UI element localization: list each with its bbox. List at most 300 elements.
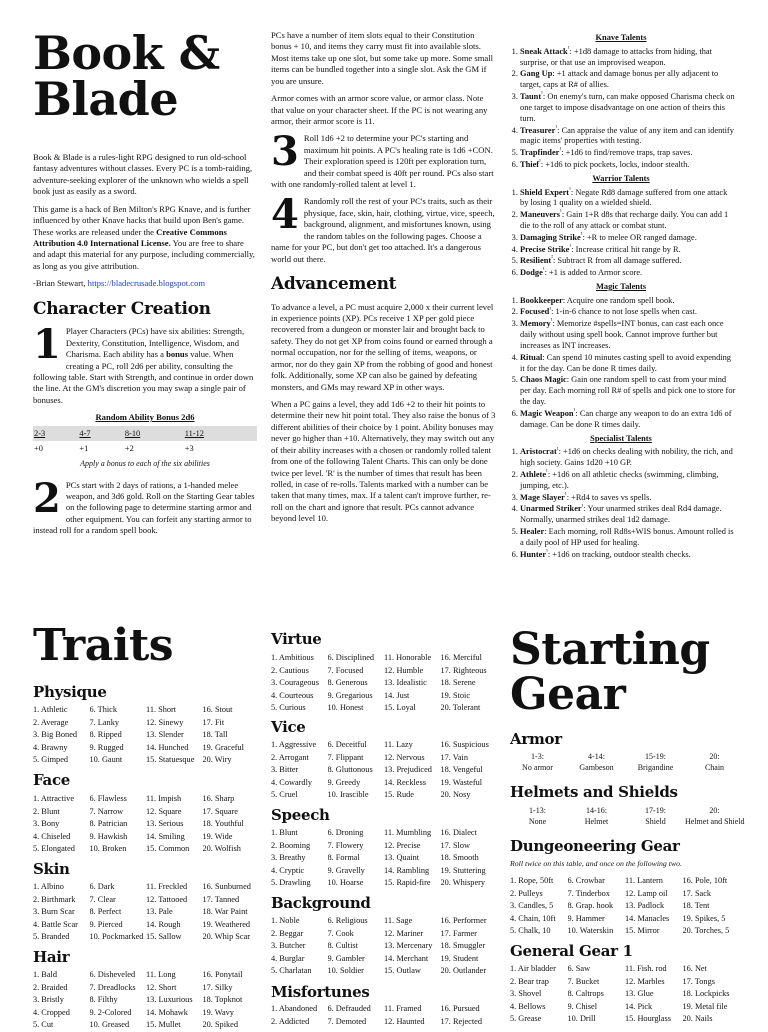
table-cell: 19. Wasteful: [440, 777, 483, 787]
table-cell: 3. Courageous: [271, 678, 319, 687]
talent-max-count: ¹: [546, 469, 548, 476]
talent-description: : +1d6 on all athletic checks (swimming, climbing, jumping, etc.).: [520, 470, 719, 490]
talent-name: Unarmed Striker: [520, 504, 582, 514]
roll-range: 20:: [709, 806, 720, 815]
table-cell: 20. Whip Scar: [202, 932, 251, 941]
table-cell: 2. Beggar: [271, 928, 304, 938]
table-cell: 16. Sunburned: [202, 882, 251, 891]
table-cell: 19. Spikes, 5: [682, 913, 726, 923]
table-cell: 6. Disheveled: [89, 970, 136, 979]
face-table: [33, 793, 259, 856]
step-2: [33, 474, 257, 537]
roll-range: 20:: [709, 752, 720, 761]
table-cell: 7. Tinderbox: [567, 888, 610, 898]
table-cell: 20. Nosy: [440, 790, 471, 799]
table-row: [271, 852, 497, 865]
table-cell: 8. Caltrops: [567, 989, 604, 998]
roll-result: No armor: [522, 763, 553, 772]
talent-group-title: Magic Talents: [595, 281, 647, 291]
armor-paragraph: Armor comes with an armor score value, or armor class. Note that value on your character sheet. If the PC is not wearing any armor, their armor score is 11.: [271, 93, 488, 126]
table-cell: 19. Wide: [202, 831, 233, 841]
roll-result: Chain: [704, 763, 725, 772]
table-cell: 18. Smuggler: [440, 941, 486, 950]
license-text: This game is a hack of Ben Milton's RPG Knave, and is further influenced by other Knave hacks that build upon Ben's game. These works are released under the: [33, 203, 251, 237]
table-cell: 16. Net: [682, 964, 707, 973]
table-cell: 12. Marbles: [625, 976, 665, 986]
table-cell: 9. Hammer: [567, 913, 605, 923]
talent-description: : Gain one random spell to cast from your mind per day. Each morning roll R# of spells and pick one to store for the day.: [520, 375, 736, 407]
table-cell: 5. Charlatan: [271, 966, 312, 975]
table-cell: 13. Glue: [625, 989, 654, 998]
table-row: [510, 925, 740, 938]
table-cell: 11. Mumbling: [384, 828, 432, 837]
roll-range: 17-19:: [645, 806, 666, 815]
table-cell: 8. Grap. hook: [567, 901, 614, 910]
table-cell: 17. Square: [202, 806, 238, 816]
table-cell: 15. Rapid-fire: [384, 878, 431, 887]
helmets-shields-table: [508, 806, 744, 828]
table-cell: 17. Fit: [202, 717, 225, 727]
table-cell: 6. Dark: [89, 882, 115, 891]
table-row: [33, 894, 259, 907]
table-cell: 14. Pick: [625, 1001, 653, 1011]
talent-max-count: ¹: [550, 318, 553, 325]
table-cell: 12. Nervous: [384, 752, 425, 762]
dungeoneering-note: Roll twice on this table, and once on the following two.: [510, 859, 682, 868]
talent-name: Thief: [520, 159, 540, 169]
table-cell: 7. Dreadlocks: [89, 982, 136, 992]
table-cell: 5. Gimped: [33, 755, 69, 764]
table-cell: 19. Stuttering: [440, 865, 486, 875]
table-cell: 2. Addicted: [271, 1016, 310, 1026]
table-cell: 4. Cropped: [33, 1007, 70, 1017]
column-2: [271, 30, 497, 531]
talent-item: [520, 295, 736, 307]
table-cell: 13. Mercenary: [384, 941, 433, 950]
table-cell: 14. Merchant: [384, 953, 429, 963]
talent-max-count: ¹: [539, 159, 541, 166]
table-cell: 1. Air bladder: [510, 964, 556, 973]
talent-item: [520, 408, 736, 431]
table-cell: 6. Droning: [327, 828, 364, 837]
table-cell: 4. Cowardly: [271, 777, 313, 787]
table-row: [33, 754, 259, 767]
license-name: Creative Commons Attribution 4.0 International License.: [33, 226, 227, 248]
table-cell: 7. Flowery: [327, 840, 364, 850]
skin-table: [33, 881, 259, 944]
step-1-text: Player Characters (PCs) have six abilities: Strength, Dexterity, Constitution, Intelligence, Wisdom, and Charisma. Each ability has a: [65, 326, 245, 360]
table-cell: 9. Greedy: [327, 777, 361, 787]
table-cell: 10. Broken: [89, 844, 127, 853]
bonus-table-title: Random Ability Bonus 2d6: [95, 412, 195, 423]
table-cell: 8. Formal: [327, 853, 360, 862]
table-cell: 16. Pole, 10ft: [682, 876, 728, 885]
table-cell: 13. Serious: [146, 819, 184, 828]
table-cell: 11. Lazy: [384, 740, 413, 749]
table-cell: 14. Mohawk: [146, 1007, 188, 1017]
table-cell: 13. Slender: [146, 730, 184, 739]
table-row: [510, 1001, 740, 1014]
talent-max-count: ¹: [556, 446, 559, 453]
table-cell: 18. Vengeful: [440, 765, 483, 774]
table-cell: 3. Candles, 5: [510, 901, 554, 910]
armor-heading: Armor: [510, 730, 562, 748]
talent-name: Focused: [520, 307, 550, 317]
talent-description: : +1d6 to pick pockets, locks, indoor stealth.: [540, 159, 690, 169]
table-cell: 5. Drawling: [271, 878, 311, 887]
table-cell: 3. Bristly: [33, 995, 64, 1004]
table-cell: 12. Short: [146, 982, 177, 992]
talent-description: : Memorize #spells=INT bonus, can cast each once daily without using spell book. Cannot improve further but increases as INT increases.: [520, 319, 724, 350]
table-cell: 8. Patrician: [89, 819, 128, 828]
table-cell: 6. Defrauded: [327, 1004, 371, 1013]
table-row: [33, 793, 259, 806]
table-cell: 1. Abandoned: [271, 1004, 318, 1013]
talent-item: [520, 447, 736, 470]
table-cell: 10. Soldier: [327, 966, 364, 975]
physique-table: [33, 704, 259, 767]
table-cell: 13. Padlock: [625, 901, 665, 910]
table-row: [510, 875, 740, 888]
roll-range: 1-13:: [529, 806, 546, 815]
table-cell: 14. Rambling: [384, 865, 430, 875]
talent-description: : +R to melee OR ranged damage.: [582, 232, 697, 242]
talent-item: [520, 244, 736, 256]
vice-table: [271, 739, 497, 802]
table-cell: 20. Nails: [682, 1014, 713, 1023]
table-cell: 17. Tanned: [202, 894, 240, 904]
author-name: -Brian Stewart,: [33, 278, 88, 289]
table-cell: 9. Pierced: [89, 919, 123, 929]
table-row: [33, 806, 259, 819]
table-cell: 15. Statuesque: [146, 755, 195, 764]
char-creation-heading: Character Creation: [33, 298, 211, 319]
table-cell: 6. Religious: [327, 916, 368, 925]
table-row: [271, 865, 497, 878]
table-cell: 2. Blunt: [33, 806, 60, 816]
talent-group-title: Warrior Talents: [592, 173, 650, 183]
talent-description: : Gain 1+R d8s that recharge daily. You can add 1 die to the roll of any attack or combat stunt.: [520, 210, 729, 231]
table-cell: 16. Merciful: [440, 653, 482, 662]
table-row: [33, 1019, 259, 1032]
table-cell: 20. Wiry: [202, 755, 232, 764]
table-cell: 3. Bitter: [271, 765, 299, 774]
advancement-xp-paragraph: To advance a level, a PC must acquire 2,000 x their current level in experience points (XP). PCs receive 1 XP per gold piece recovered from a dungeon or monster lair and brought back to safety. They do not get XP from coins found or earned through a normal occupation, nor for the selling of items, weapons, or armor, nor do they gain XP from the robbing of good and honest folk. Additionally, some XP can also be gained by defeating monsters, and GMs may reward XP in other ways.: [271, 301, 494, 392]
traits-heading: Traits: [33, 620, 174, 671]
talent-name: Precise Strike: [520, 244, 570, 254]
hair-heading: Hair: [33, 948, 70, 966]
table-cell: 16. Pursued: [440, 1004, 480, 1013]
table-cell: 5. Chalk, 10: [510, 926, 551, 935]
table-cell: 13. Quaint: [384, 853, 420, 862]
talent-item: [520, 307, 736, 319]
table-cell: 18. Serene: [440, 678, 476, 687]
table-cell: 2. Bear trap: [510, 976, 549, 986]
talent-description: : Negate Rd8 damage suffered from one attack by losing 1 quality on a wielded shield.: [520, 187, 728, 208]
table-cell: 4. Cryptic: [271, 865, 305, 875]
table-cell: 9. Gregarious: [327, 690, 373, 700]
talent-description: : +1 attack and damage bonus per ally adjacent to target, caps at R# of allies.: [520, 69, 719, 90]
talent-name: Resilient: [520, 256, 552, 266]
bonus-range: 8-10: [124, 426, 184, 441]
table-cell: 7. Cook: [327, 928, 354, 938]
table-cell: 10. Hoarse: [327, 878, 364, 887]
talent-group-title: Knave Talents: [595, 33, 647, 42]
table-cell: 11. Lantern: [625, 876, 663, 885]
table-cell: 4. Burglar: [271, 953, 305, 963]
talent-item: [520, 69, 736, 92]
table-cell: 15. Mirror: [625, 926, 660, 935]
talent-description: : +1d6 on tracking, outdoor stealth checks.: [547, 549, 691, 559]
table-cell: 4. Bellows: [510, 1001, 546, 1011]
table-row: [271, 915, 497, 928]
talent-item: [520, 209, 736, 232]
table-row: [271, 764, 497, 777]
step-1-text-end: value. When creating a PC, roll 2d6 per ability, consulting the following table. Start with Strength, and continue in order down the line. At the GM's discretion you may swap a single pair of bonuses.: [33, 349, 254, 405]
blog-link[interactable]: https://bladecrusade.blogspot.com: [87, 278, 206, 289]
table-cell: 10. Irascible: [327, 790, 369, 799]
table-row: [33, 931, 259, 944]
talent-item: [520, 549, 736, 561]
table-cell: 2. Average: [33, 717, 69, 727]
talent-description: : +1 is added to Armor score.: [544, 268, 643, 277]
dungeoneering-heading: Dungeoneering Gear: [510, 837, 680, 855]
table-cell: 18. War Paint: [202, 907, 248, 916]
talent-description: : Subtract R from all damage suffered.: [552, 256, 682, 266]
table-cell: 20. Whispery: [440, 878, 486, 887]
table-row: [271, 739, 497, 752]
talent-group-title: Specialist Talents: [590, 433, 652, 443]
table-cell: 12. Precise: [384, 840, 421, 850]
talent-name: Magic Weapon: [520, 408, 574, 418]
table-cell: 6. Disciplined: [327, 653, 375, 662]
step-3-numeral: 3: [271, 128, 299, 176]
table-cell: 19. Student: [440, 953, 479, 963]
table-cell: 8. Perfect: [89, 907, 122, 916]
talent-max-count: ²: [551, 255, 553, 262]
intro-paragraph: Book & Blade is a rules-light RPG designed to run old-school fantasy adventures without classes. Every PC is a tomb-raiding, adventure-seeking explorer of the unknown who wields a spell book just as easily as a sword.: [33, 152, 253, 197]
table-cell: 14. Manacles: [625, 913, 670, 923]
table-cell: 10. Gaunt: [89, 755, 123, 764]
table-cell: 1. Blunt: [271, 828, 298, 837]
table-row: [271, 940, 497, 953]
table-row: [33, 831, 259, 844]
talent-max-count: ¹: [581, 503, 584, 510]
table-cell: 11. Framed: [384, 1004, 422, 1013]
table-row: [33, 994, 259, 1007]
bonus-range: 2-3: [33, 426, 78, 441]
table-cell: 7. Flippant: [327, 752, 364, 762]
table-row: [271, 928, 497, 941]
dungeoneering-table: [510, 875, 740, 938]
table-cell: 4. Courteous: [271, 690, 314, 700]
table-cell: 3. Burn Scar: [33, 907, 75, 916]
talent-list: [506, 295, 736, 431]
table-cell: 6. Crowbar: [567, 876, 605, 885]
bonus-value: +0: [34, 443, 43, 453]
table-cell: 17. Rejected: [440, 1016, 482, 1026]
bonus-range: 11-12: [184, 426, 257, 441]
table-cell: 6. Saw: [567, 964, 591, 973]
table-row: [271, 840, 497, 853]
bonus-term: bonus: [166, 349, 189, 360]
table-cell: 11. Sage: [384, 916, 413, 925]
talent-description: : +1d8 damage to attacks from hiding, that surprise, or that use an improvised weapon.: [520, 46, 712, 67]
table-cell: 8. Cultist: [327, 941, 358, 950]
talent-max-count: ¹: [573, 408, 576, 415]
table-cell: 17. Tongs: [682, 976, 715, 986]
talent-item: [520, 255, 736, 267]
table-cell: 19. Stoic: [440, 690, 471, 700]
talent-max-count: ¹: [541, 91, 543, 98]
bonus-value: +3: [184, 443, 194, 453]
table-cell: 17. Vain: [440, 752, 469, 762]
talent-description: : Can spend 10 minutes casting spell to avoid expending it for the day. Can be done R times daily.: [520, 352, 731, 373]
virtue-table: [271, 652, 497, 715]
table-cell: 12. Haunted: [384, 1016, 425, 1026]
table-row: [271, 665, 497, 678]
table-cell: 5. Branded: [33, 932, 70, 941]
hair-table: [33, 969, 259, 1032]
table-cell: 2. Cautious: [271, 665, 309, 675]
talent-item: [520, 526, 736, 549]
speech-heading: Speech: [271, 806, 330, 824]
table-row: [33, 1007, 259, 1020]
table-cell: 14. Hunched: [146, 742, 189, 752]
roll-result: Helmet: [584, 817, 609, 826]
talent-item: [520, 91, 736, 125]
talent-name: Athlete: [520, 470, 547, 480]
table-row: [510, 976, 740, 989]
table-cell: 12. Tattooed: [146, 894, 188, 904]
table-cell: 7. Focused: [327, 665, 364, 675]
table-cell: 1. Ambitious: [271, 653, 314, 662]
table-cell: 16. Suspicious: [440, 740, 489, 749]
talent-description: : Can appraise the value of any item and can identify magic items' properties with testing.: [520, 125, 734, 146]
talent-max-count: ¹: [542, 267, 545, 274]
table-cell: 2. Pulleys: [510, 888, 543, 898]
talent-description: : Your unarmed strikes deal Rd4 damage. Normally, unarmed strikes deal 1d2 damage.: [520, 504, 722, 525]
roll-result: Gambeson: [579, 763, 614, 772]
helmets-shields-heading: Helmets and Shields: [510, 783, 678, 801]
table-cell: 15. Outlaw: [384, 966, 421, 975]
talent-item: [520, 46, 736, 69]
roll-range: 15-19:: [645, 752, 666, 761]
table-cell: 10. Honest: [327, 703, 364, 712]
table-cell: 10. Pockmarked: [89, 932, 144, 941]
talent-description: : Each morning, roll Rd8s+WIS bonus. Amount rolled is a daily pool of HP used for healing.: [520, 527, 734, 547]
table-cell: 18. Lockpicks: [682, 989, 730, 998]
table-row: [510, 888, 740, 901]
table-cell: 9. Chisel: [567, 1001, 598, 1011]
table-row: [33, 919, 259, 932]
bonus-table-caption: Apply a bonus to each of the six abilities: [80, 458, 210, 468]
talent-item: [520, 492, 736, 504]
table-cell: 9. Gambler: [327, 953, 365, 963]
armor-table: [508, 752, 744, 774]
table-cell: 2. Arrogant: [271, 752, 309, 762]
talent-max-count: ¹: [564, 491, 567, 498]
table-cell: 16. Dialect: [440, 828, 477, 837]
talent-list: [506, 46, 736, 171]
table-cell: 19. Wavy: [202, 1007, 234, 1017]
talent-item: [520, 469, 736, 492]
step-3-text: Roll 1d6 +2 to determine your PC's starting and maximum hit points. A PC's healing rate is 1d6 +CON. Their exploration speed is 120ft per exploration turn, and their combat speed is 40ft per round. PCs also start with one randomly-rolled talent at level 1.: [271, 133, 494, 190]
talent-max-count: ¹: [569, 186, 571, 193]
step-2-numeral: 2: [33, 474, 61, 522]
page-title: Book & Blade: [33, 26, 220, 126]
table-row: [33, 729, 259, 742]
table-row: [33, 704, 259, 717]
table-cell: 20. Wolfish: [202, 844, 241, 853]
table-cell: 6. Deceitful: [327, 740, 367, 749]
virtue-heading: Virtue: [271, 630, 322, 648]
table-cell: 4. Chiseled: [33, 831, 71, 841]
table-cell: 5. Elongated: [33, 844, 75, 853]
table-cell: 17. Sack: [682, 888, 712, 898]
talent-name: Dodge: [520, 268, 543, 277]
table-row: [510, 963, 740, 976]
table-cell: 1. Aggressive: [271, 740, 317, 749]
table-cell: 14. Rough: [146, 919, 181, 929]
misfortunes-heading: Misfortunes: [271, 983, 370, 1001]
table-row: [33, 818, 259, 831]
bonus-range: 4-7: [78, 426, 123, 441]
talent-item: [520, 374, 736, 408]
roll-range: 4-14:: [588, 752, 605, 761]
table-cell: 6. Thick: [89, 705, 117, 714]
table-cell: 5. Cut: [33, 1020, 54, 1029]
table-cell: 7. Demoted: [327, 1016, 367, 1026]
table-cell: 11. Short: [146, 705, 177, 714]
table-cell: 18. Tent: [682, 901, 710, 910]
talent-description: : 1-in-6 chance to not lose spells when cast.: [551, 307, 697, 317]
table-cell: 2. Braided: [33, 982, 68, 992]
talent-description: : +1d6 on checks dealing with nobility, the rich, and high society. Gains 1d20 +10 GP.: [520, 447, 733, 468]
table-cell: 15. Hourglass: [625, 1014, 671, 1023]
table-cell: 13. Luxurious: [146, 995, 193, 1004]
step-4-numeral: 4: [271, 191, 299, 239]
table-cell: 1. Athletic: [33, 705, 68, 714]
step-2-text: PCs start with 2 days of rations, a 1-handed melee weapon, and 3d6 gold. Roll on the Starting Gear tables on the following page to determine starting armor and other equipment. You can forfeit any starting armor to instead roll for a random spell book.: [33, 479, 255, 536]
table-cell: 7. Clear: [89, 894, 116, 904]
talent-name: Aristocrat: [520, 447, 557, 457]
table-cell: 3. Bony: [33, 819, 60, 828]
table-cell: 10. Greased: [89, 1020, 130, 1029]
table-cell: 4. Brawny: [33, 742, 68, 752]
talent-name: Treasurer: [520, 125, 556, 135]
skin-heading: Skin: [33, 860, 70, 878]
talent-max-count: ¹: [555, 124, 558, 131]
talent-name: Chaos Magic: [520, 375, 567, 385]
talent-max-count: ¹: [546, 548, 548, 555]
table-cell: 7. Narrow: [89, 806, 124, 816]
roll-result: None: [528, 817, 547, 826]
talent-name: Taunt: [520, 92, 542, 101]
bonus-table: [33, 426, 257, 456]
table-cell: 8. Gluttonous: [327, 765, 373, 774]
table-cell: 18. Smooth: [440, 853, 479, 862]
table-cell: 2. Booming: [271, 840, 311, 850]
table-cell: 13. Idealistic: [384, 678, 427, 687]
column-1: [33, 26, 257, 543]
talent-name: Damaging Strike: [520, 232, 581, 242]
table-row: [33, 969, 259, 982]
table-cell: 9. 2-Colored: [89, 1007, 132, 1017]
bonus-value: +1: [79, 443, 89, 453]
table-row: [510, 988, 740, 1001]
talent-item: [520, 267, 736, 279]
